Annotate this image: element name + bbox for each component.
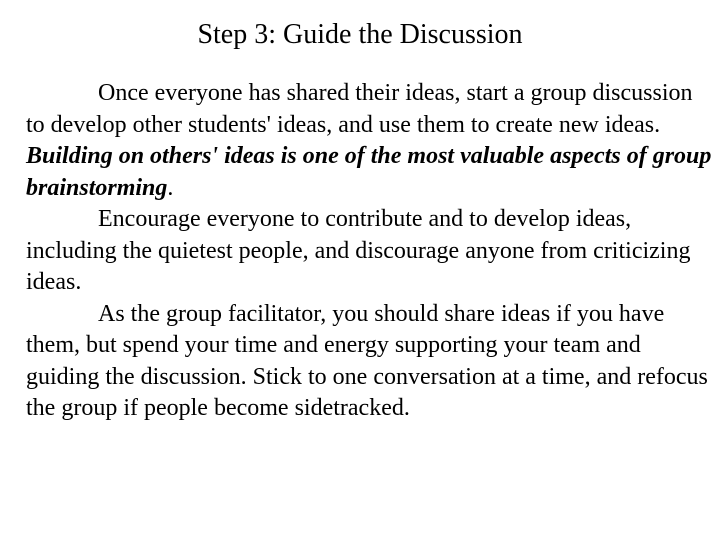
paragraph-text: Once everyone has shared their ideas, start a group discussion to develop other students' ideas, and use them to create new ideas. (26, 80, 693, 138)
paragraph-encourage: Encourage everyone to contribute and to develop ideas, including the quietest people, and discourage anyone from criticizing ideas. (26, 206, 691, 295)
paragraph-build-on-ideas (26, 78, 716, 204)
paragraph-text-end: . (167, 174, 174, 201)
slide-body (26, 78, 716, 425)
paragraph-facilitator: As the group facilitator, you should share ideas if you have them, but spend your time and energy supporting your team and guiding the discussion. Stick to one conversation at a time, and refocus the group if people become sidetracked. (26, 300, 708, 421)
emphasized-text: Building on others' ideas is one of the most valuable aspects of group brainstorming (26, 143, 712, 201)
slide-title: Step 3: Guide the Discussion (197, 19, 523, 50)
